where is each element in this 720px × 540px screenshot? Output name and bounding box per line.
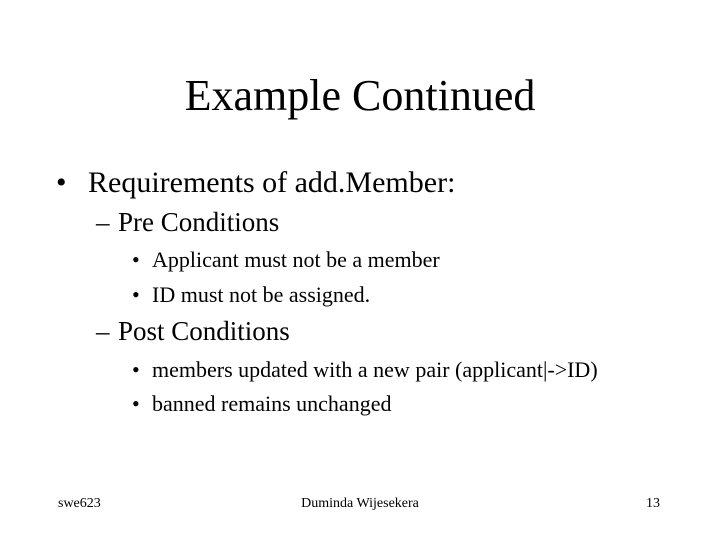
post-condition-item-text: banned remains unchanged	[152, 391, 392, 416]
pre-condition-item	[132, 246, 440, 274]
dash-marker: –	[96, 207, 110, 237]
dash-marker: –	[96, 316, 110, 346]
bullet-marker: •	[132, 357, 140, 382]
post-conditions-heading-text: Post Conditions	[118, 316, 290, 346]
footer-author: Duminda Wijesekera	[301, 496, 419, 511]
post-condition-item	[132, 390, 391, 418]
main-bullet	[56, 165, 455, 201]
bullet-marker: •	[56, 166, 67, 199]
bullet-marker: •	[132, 391, 140, 416]
pre-condition-item	[132, 281, 370, 309]
footer-course-code: swe623	[58, 496, 101, 511]
bullet-marker: •	[132, 282, 140, 307]
pre-conditions-heading-text: Pre Conditions	[118, 207, 280, 237]
post-conditions-heading	[96, 315, 290, 347]
post-condition-item	[132, 356, 598, 384]
pre-condition-item-text: Applicant must not be a member	[152, 247, 440, 272]
main-bullet-text: Requirements of add.Member:	[88, 166, 456, 199]
slide-title: Example Continued	[184, 71, 536, 120]
pre-conditions-heading	[96, 206, 279, 238]
bullet-marker: •	[132, 247, 140, 272]
footer-page-number: 13	[646, 496, 660, 511]
post-condition-item-text: members updated with a new pair (applicant|->ID)	[152, 357, 598, 382]
pre-condition-item-text: ID must not be assigned.	[152, 282, 371, 307]
